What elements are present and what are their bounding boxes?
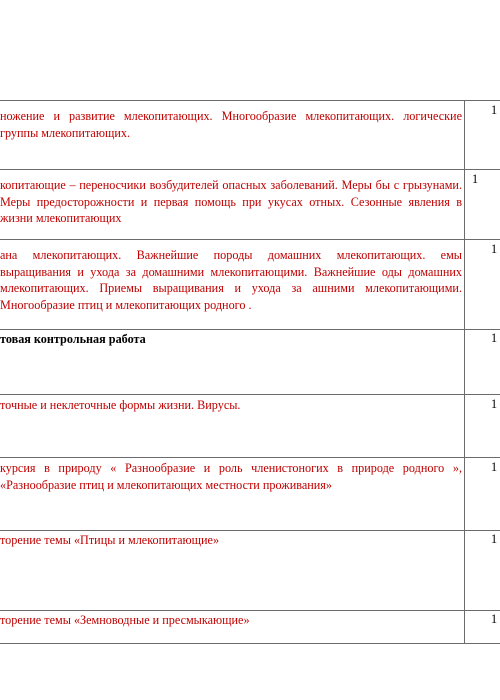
topic-cell: торение темы «Земноводные и пресмыкающие» [0,613,250,627]
topic-cell: копитающие – переносчики возбудителей опасных заболеваний. Меры бы с грызунами. Меры предосторожности и первая помощь при укусах отных. Сезонные явления в жизни млекопитающих [0,178,462,225]
hours-cell: 1 [490,532,498,546]
hours-cell: 1 [490,331,498,345]
topic-cell: ана млекопитающих. Важнейшие породы домашних млекопитающих. емы выращивания и ухода за домашними млекопитающими. Важнейшие оды домашних млекопитающих. Приемы выращивания и ухода за ашними млекопитающими. Многообразие птиц и млекопитающих родного . [0,248,462,312]
topic-cell: точные и неклеточные формы жизни. Вирусы. [0,398,241,412]
table-row [0,530,500,611]
topic-cell: торение темы «Птицы и млекопитающие» [0,533,220,547]
hours-cell: 1 [490,397,498,411]
table-row [0,394,500,458]
table-row [0,100,500,170]
topic-cell: ножение и развитие млекопитающих. Многообразие млекопитающих. логические группы млекопитающих. [0,109,462,140]
table-row [0,239,500,330]
table-row [0,457,500,531]
column-divider [464,100,465,643]
table-row [0,329,500,395]
hours-cell: 1 [490,242,498,256]
topic-cell: курсия в природу « Разнообразие и роль членистоногих в природе родного », «Разнообразие птиц и млекопитающих местности проживания» [0,461,462,492]
table-row [0,610,500,644]
topic-cell: товая контрольная работа [0,332,146,346]
hours-cell: 1 [471,172,479,186]
hours-cell: 1 [490,612,498,626]
hours-cell: 1 [490,103,498,117]
hours-cell: 1 [490,460,498,474]
table-row [0,169,500,240]
